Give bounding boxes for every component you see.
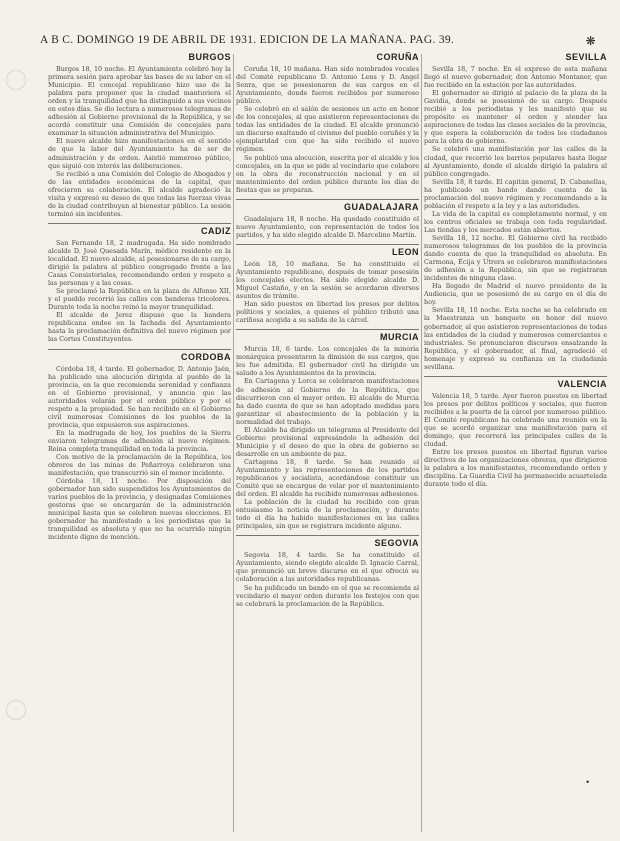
article-paragraph: Se celebró una manifestación por las calles de la ciudad, que recorrió los barrios populares hasta llegar al Ayuntamiento, donde el alcalde dirigió la palabra al público congregado. — [424, 145, 607, 178]
article-paragraph: Se ha publicado un bando en el que se recomienda al vecindario el mayor orden durante los festejos con que se celebrará la proclamación de la República. — [236, 583, 419, 608]
column-rule — [233, 54, 234, 832]
article-paragraph: San Fernando 18, 2 madrugada. Ha sido nombrado alcalde D. José Quesada Marín, médico residente en la localidad. El nuevo alcalde, al posesionarse de su cargo, dirigió la palabra al público congregado frente a las Casas Consistoriales, recomendando orden y respeto a las personas y a las cosas. — [48, 238, 231, 288]
article-paragraph: Con motivo de la proclamación de la República, los obreros de las minas de Peñarroya celebraron una manifestación, que transcurrió sin el menor incidente. — [48, 453, 231, 478]
news-section — [236, 244, 419, 324]
article-paragraph: Burgos 18, 10 noche. El Ayuntamiento celebró hoy la primera sesión para aprobar las bases de su labor en el Municipio. El concejal republicano hizo uso de la palabra para proponer que la ciudad mantuviera el orden y la tranquilidad que ha distinguido a sus vecinos en estos días. Se dio lectura a numerosos telegramas de adhesión al Gobierno provisional de la República, y se acordó constituir una Comisión de concejales para examinar la situación administrativa del Municipio. — [48, 65, 231, 138]
section-heading: LEON — [236, 244, 419, 258]
article-paragraph: El alcalde de Jerez dispuso que la bandera republicana ondee en la fachada del Ayuntamiento hasta la proclamación definitiva del nuevo régimen por las Cortes Constituyentes. — [48, 311, 231, 344]
column-1 — [48, 52, 231, 832]
section-heading: CADIZ — [48, 223, 231, 237]
article-paragraph: Cartagena 18, 8 tarde. Se han reunido el Ayuntamiento y las representaciones de los partidos republicanos y socialista, acordándose constituir un Comité que se encargue de velar por el mantenimiento del orden. El alcalde ha recibido numerosas adhesiones. — [236, 457, 419, 499]
article-paragraph: León 18, 10 mañana. Se ha constituido el Ayuntamiento republicano, después de tomar posesión los concejales electos. Ha sido elegido alcalde D. Miguel Castaño, y en la sesión se acordaron diversos asuntos de trámite. — [236, 259, 419, 301]
article-paragraph: Han sido puestos en libertad los presos por delitos políticos y sociales, a quienes el público tributó una cariñosa acogida a su salida de la cárcel. — [236, 300, 419, 325]
section-heading: CORDOBA — [48, 349, 231, 363]
section-heading: BURGOS — [188, 52, 231, 62]
section-heading: SEVILLA — [565, 52, 607, 62]
masthead — [40, 34, 600, 50]
punch-hole — [6, 700, 26, 720]
punch-hole — [6, 70, 26, 90]
article-paragraph: El Alcalde ha dirigido un telegrama al Presidente del Gobierno provisional expresándole la adhesión del Municipio y el deseo de que la obra de gobierno se desarrolle en un ambiente de paz. — [236, 425, 419, 458]
news-section — [236, 329, 419, 530]
section-heading: VALENCIA — [424, 376, 607, 390]
article-paragraph: La población de la ciudad ha recibido con gran entusiasmo la noticia de la proclamación, y durante todo el día ha habido manifestaciones en las calles principales, sin que se registrara incidente alguno. — [236, 498, 419, 531]
news-section — [236, 52, 419, 194]
article-paragraph: Sevilla 18, 7 noche. En el expreso de esta mañana llegó el nuevo gobernador, don Antonio Montaner, que fue recibido en la estación por las autoridades. — [424, 65, 607, 90]
article-paragraph: Ha llegado de Madrid el nuevo presidente de la Audiencia, que se posesionó de su cargo en el día de hoy. — [424, 282, 607, 307]
section-heading: GUADALAJARA — [236, 199, 419, 213]
article-paragraph: Se proclamó la República en la plaza de Alfonso XII, y el pueblo recorrió las calles con banderas tricolores. Durante toda la noche reinó la mayor tranquilidad. — [48, 287, 231, 312]
article-paragraph: Córdoba 18, 4 tarde. El gobernador, D. Antonio Jaén, ha publicado una alocución dirigida al pueblo de la provincia, en la que recomienda serenidad y confianza en el Gobierno provisional, y anuncia que las autoridades velarán por el orden público y por el respeto a la propiedad. Se han recibido en el Gobierno civil numerosas Comisiones de los pueblos de la provincia, que expusieron sus aspiraciones. — [48, 364, 231, 429]
binding-margin — [0, 60, 40, 840]
section-heading: MURCIA — [236, 329, 419, 343]
news-section — [48, 223, 231, 344]
article-paragraph: La vida de la capital es completamente normal, y en los centros oficiales se trabaja con toda regularidad. Las tiendas y los mercados están abiertos. — [424, 209, 607, 234]
article-paragraph: Segovia 18, 4 tarde. Se ha constituido el Ayuntamiento, siendo elegido alcalde D. Ignacio Carral, que pronunció un breve discurso en el que ofreció su colaboración a las autoridades republicanas. — [236, 551, 419, 584]
article-paragraph: El nuevo alcalde hizo manifestaciones en el sentido de que la labor del Ayuntamiento ha de ser de administración y de orden. Asistió numeroso público, que siguió con interés las deliberaciones. — [48, 137, 231, 170]
section-heading: CORUÑA — [376, 52, 419, 62]
article-paragraph: Sevilla 18, 10 noche. Esta noche se ha celebrado en la Maestranza un banquete en honor del nuevo gobernador, al que asistieron representaciones de todas las entidades de la ciudad y numerosos comerciantes e industriales. Se pronunciaron discursos ensalzando la República, y el gobernador, al final, agradeció el homenaje y expresó su confianza en la ciudadanía sevillana. — [424, 306, 607, 371]
news-section — [236, 199, 419, 239]
article-paragraph: Murcia 18, 6 tarde. Los concejales de la minoría monárquica presentaron la dimisión de sus cargos, que les fue admitida. El gobernador civil ha dirigido un saludo a los Ayuntamientos de la provincia. — [236, 345, 419, 378]
section-heading: SEGOVIA — [236, 535, 419, 549]
article-paragraph: Se celebró en el salón de sesiones un acto en honor de los concejales, al que asistieron representaciones de todas las entidades de la ciudad. El alcalde pronunció un discurso exaltando el civismo del pueblo coruñés y la ejemplaridad con que ha sido recibido el nuevo régimen. — [236, 105, 419, 154]
column-2 — [236, 52, 419, 832]
news-section — [236, 535, 419, 607]
article-paragraph: En la madrugada de hoy, los pueblos de la Sierra enviaron telegramas de adhesión al nuevo régimen. Reina completa tranquilidad en toda la provincia. — [48, 428, 231, 453]
news-section — [424, 376, 607, 489]
newspaper-page — [48, 52, 608, 832]
article-paragraph: En Cartagena y Lorca se celebraron manifestaciones de adhesión al Gobierno de la República, que discurrieron con el mayor orden. El alcalde de Murcia ha dado cuenta de que se han adoptado medidas para garantizar el abastecimiento de la población y la normalidad del trabajo. — [236, 377, 419, 426]
article-paragraph: Sevilla 18, 8 tarde. El capitán general, D. Cabanellas, ha publicado un bando dando cuenta de la proclamación del nuevo régimen y recomendando a la población el respeto a la ley y a las autoridades. — [424, 177, 607, 210]
bottom-mark: • — [585, 778, 590, 787]
column-3 — [424, 52, 607, 832]
column-rule — [421, 54, 422, 832]
article-paragraph: Sevilla 18, 12 noche. El Gobierno civil ha recibido numerosos telegramas de los pueblos de la provincia dando cuenta de que la tranquilidad es absoluta. En Carmona, Écija y Utrera se celebraron manifestaciones de adhesión a la República, sin que se registraran incidentes de ninguna clase. — [424, 233, 607, 283]
article-paragraph: Guadalajara 18, 8 noche. Ha quedado constituido el nuevo Ayuntamiento, con representación de todos los partidos, y ha sido elegido alcalde D. Marcelino Martín. — [236, 214, 419, 239]
ornament-icon: ❋ — [585, 34, 596, 48]
article-paragraph: Coruña 18, 10 mañana. Han sido nombrados vocales del Comité republicano D. Antonio Lens y D. Angel Senra, que se posesionaron de sus cargos en el Ayuntamiento, donde fueron recibidos por numeroso público. — [236, 65, 419, 106]
article-paragraph: Valencia 18, 5 tarde. Ayer fueron puestos en libertad los presos por delitos políticos y sociales, que fueron recibidos a la puerta de la cárcel por numeroso público. El Comité republicano ha celebrado una reunión en la que se acordó organizar una manifestación para el domingo, que recorrerá las principales calles de la ciudad. — [424, 391, 607, 449]
news-section — [424, 52, 607, 371]
masthead-text: A B C. DOMINGO 19 DE ABRIL DE 1931. EDICION DE LA MAÑANA. PAG. 39. — [40, 34, 455, 46]
article-paragraph: Se publicó una alocución, suscrita por el alcalde y los concejales, en la que se pide al vecindario que colabore en la obra de reconstrucción nacional y en el mantenimiento del orden público durante los días de fiestas que se preparan. — [236, 153, 419, 194]
article-paragraph: Córdoba 18, 11 noche. Por disposición del gobernador han sido suspendidos los Ayuntamientos de varios pueblos de la provincia, y designadas Comisiones gestoras que se encargarán de la administración municipal hasta que se celebren nuevas elecciones. El gobernador ha manifestado a los periodistas que la tranquilidad es absoluta y que no ha ocurrido ningún incidente digno de mención. — [48, 477, 231, 542]
news-section — [48, 349, 231, 542]
article-paragraph: El gobernador se dirigió al palacio de la plaza de la Gavidia, donde se posesionó de su cargo. Después recibió a los periodistas y les manifestó que su propósito es mantener el orden y atender las aspiraciones de todas las clases sociales de la provincia, y que espera la colaboración de todos los ciudadanos para la obra de gobierno. — [424, 89, 607, 146]
news-section — [48, 52, 231, 218]
article-paragraph: Entre los presos puestos en libertad figuran varios directivos de las organizaciones obreras, que dirigieron la palabra a los manifestantes, recomendando orden y disciplina. La Guardia Civil ha permanecido acuartelada durante todo el día. — [424, 448, 607, 489]
article-paragraph: Se recibió a una Comisión del Colegio de Abogados y de las entidades económicas de la capital, que ofrecieron su colaboración. El alcalde agradeció la visita y expresó su deseo de que todas las fuerzas vivas de la ciudad contribuyan al bienestar público. La sesión terminó sin incidentes. — [48, 169, 231, 218]
